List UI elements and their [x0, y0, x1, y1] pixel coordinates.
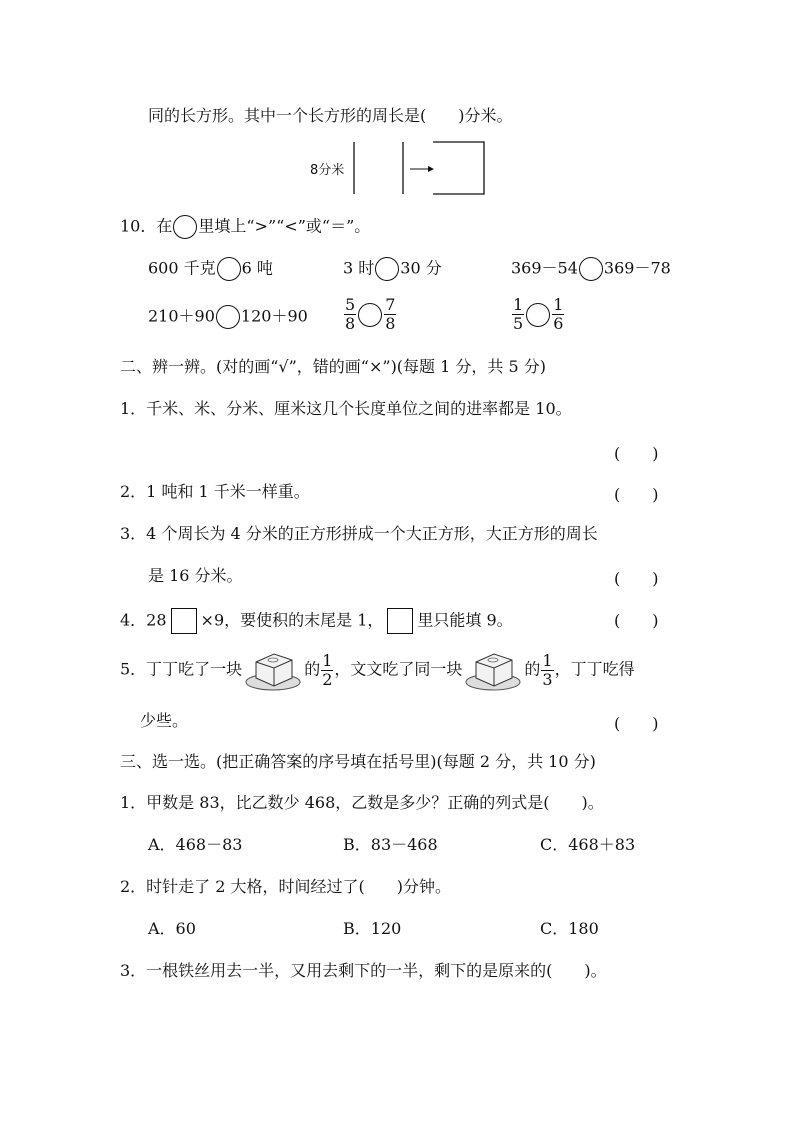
cake-icon [464, 648, 522, 692]
s2-q4: 4．28 ×9，要使积的末尾是 1， 里只能填 9。 [120, 608, 513, 634]
answer-paren[interactable]: ( ) [614, 485, 659, 504]
s3-q1-option-a[interactable]: A．468－83 [148, 835, 243, 854]
fraction: $\frac{1}{5}$ [513, 295, 524, 333]
compare-circle[interactable] [526, 303, 550, 327]
compare-circle[interactable] [579, 257, 603, 281]
diagram-label: 8分米 [310, 163, 345, 178]
s3-q1-option-c[interactable]: C．468＋83 [540, 835, 636, 854]
q10-r2-a: 210＋90 120＋90 [148, 305, 308, 329]
answer-paren[interactable]: ( ) [614, 444, 659, 463]
s2-q2: 2．1 吨和 1 千米一样重。 [120, 482, 310, 501]
s2-q3: 3．4 个周长为 4 分米的正方形拼成一个大正方形，大正方形的周长 [120, 524, 598, 543]
s3-q1-option-b[interactable]: B．83－468 [343, 835, 438, 854]
fraction: $\frac{5}{8}$ [345, 295, 356, 333]
s2-q3-cont: 是 16 分米。 [148, 566, 243, 585]
section-2-heading: 二、辨一辨。(对的画“√”，错的画“×”)(每题 1 分，共 5 分) [120, 357, 546, 376]
s3-q2-option-a[interactable]: A．60 [148, 919, 196, 938]
q10-title: 10．在 里填上“>”“<”或“＝”。 [120, 215, 370, 239]
q10-r1-a: 600 千克 6 吨 [148, 257, 273, 281]
rectangle-diagram [300, 138, 500, 202]
cake-icon [244, 648, 302, 692]
compare-circle[interactable] [375, 257, 399, 281]
s3-q1: 1．甲数是 83，比乙数少 468，乙数是多少？正确的列式是( )。 [120, 793, 604, 812]
s3-q2-option-b[interactable]: B．120 [343, 919, 402, 938]
answer-paren[interactable]: ( ) [614, 569, 659, 588]
blank-box [387, 608, 413, 634]
q10-r2-b [343, 296, 397, 333]
compare-circle[interactable] [217, 257, 241, 281]
blank-box[interactable] [171, 608, 197, 634]
s2-q1: 1．千米、米、分米、厘米这几个长度单位之间的进率都是 10。 [120, 399, 572, 418]
s3-q3: 3．一根铁丝用去一半，又用去剩下的一半，剩下的是原来的( )。 [120, 961, 607, 980]
q10-r1-c: 369－54 369－78 [511, 257, 671, 281]
s3-q2-option-c[interactable]: C．180 [540, 919, 599, 938]
q10-r2-c [511, 296, 565, 333]
q9-text: 同的长方形。其中一个长方形的周长是( )分米。 [148, 106, 513, 125]
fraction: $\frac{1}{2}$ [322, 650, 333, 689]
fraction: $\frac{1}{3}$ [542, 650, 553, 689]
s3-q2: 2．时针走了 2 大格，时间经过了( )分钟。 [120, 877, 452, 896]
compare-circle[interactable] [216, 305, 240, 329]
answer-paren[interactable]: ( ) [614, 611, 659, 630]
fraction: $\frac{1}{6}$ [553, 295, 564, 333]
section-3-heading: 三、选一选。(把正确答案的序号填在括号里)(每题 2 分，共 10 分) [120, 752, 596, 771]
s2-q5-cont: 少些。 [140, 711, 189, 730]
s2-q5: 5．丁丁吃了一块 的 $\frac{1}{2}$ ，文文吃了同一块 的 $\frac{1}{3}$ ，丁丁吃得 [120, 648, 635, 692]
compare-circle [173, 215, 197, 239]
q10-r1-b: 3 时 30 分 [343, 257, 442, 281]
compare-circle[interactable] [358, 303, 382, 327]
fraction: $\frac{7}{8}$ [385, 295, 396, 333]
answer-paren[interactable]: ( ) [614, 714, 659, 733]
